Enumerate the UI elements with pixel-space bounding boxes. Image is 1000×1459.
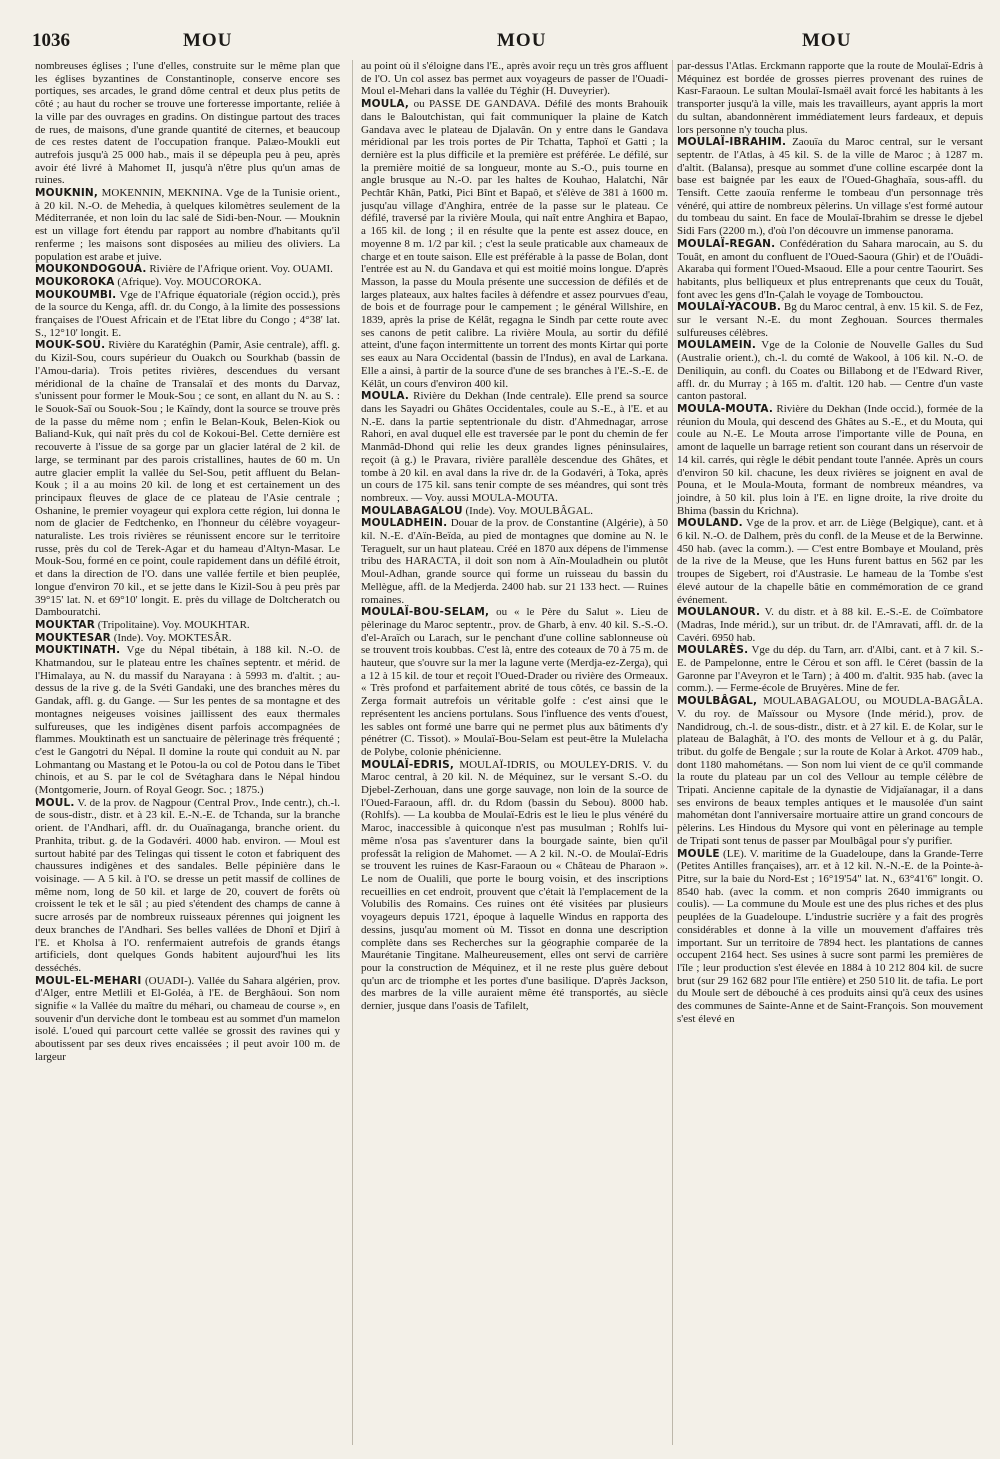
entry-headword: MOUKTAR: [35, 618, 95, 631]
dictionary-entry: [35, 60, 340, 187]
entry-headword: MOULE: [677, 847, 720, 860]
dictionary-entry: [677, 517, 983, 606]
entry-headword: MOUKTINATH.: [35, 644, 121, 657]
dictionary-entry: [361, 759, 668, 1013]
entry-headword: MOULA.: [361, 390, 410, 403]
entry-text: Vge du dép. du Tarn, arr. d'Albi, cant. et à 7 kil. S.-E. de Pampelonne, entre le Cérou et son affl. le Céret (bassin de la Garonne par l'Aveyron et le Tarn) ; à 400 m. d'altit. 935 hab. (avec la comm.). — Ferme-école de Bruyères. Mine de fer.: [677, 644, 983, 695]
entry-headword: MOULBÂGAL,: [677, 695, 758, 708]
entry-headword: MOUL.: [35, 796, 75, 809]
entry-text: MOULABAGALOU, ou MOUDLA-BAGÂLA. V. du roy. de Maïssour ou Mysore (Inde mérid.), prov. de Nandidroug, ch.-l. de sous-distr., distr. et à 27 kil. E. de Kolar, sur le plateau de Balaghât, à l'O. des monts de Vellour et à g. du Palâr, tribut. du golfe de Bengale ; sur la route de Kolar à Arkot. 4709 hab., dont 1180 mahométans. — Son nom lui vient de ce qu'il commande la route du plateau par un col des Vellour au temple célèbre de Tripati. Ancienne capitale de la dynastie de Vidjaïanagar, il a dans ses environs de beaux temples antiques et le mausolée d'un saint mahométan dont l'anniversaire mortuaire attire un grand concours de pèlerins. Les Hindous du Mysore qui vont en pèlerinage au temple de Tripati sont tenus de passer par Moulbâgal pour s'y purifier.: [677, 695, 983, 847]
entry-text: par-dessus l'Atlas. Erckmann rapporte que la route de Moulaï-Edris à Méquinez est bordée de grosses pierres provenant des ruines de Kasr-Faraoun. Le sultan Moulaï-Ismaël avait forcé les habitants à les transporter jusqu'à la ville, mais les travailleurs, ayant appris la mort du sultan, abandonnèrent immédiatement leurs fardeaux, et depuis lors personne n'y toucha plus.: [677, 60, 983, 136]
entry-text: Vge de l'Afrique équatoriale (région occid.), près de la source du Kenga, affl. dr. du Congo, à la limite des possessions françaises de l'Ouest Africain et de l'Etat libre du Congo ; 4°38' lat. S., 12°10' longit. E.: [35, 288, 340, 339]
entry-text: (OUADI-). Vallée du Sahara algérien, prov. d'Alger, entre Metlili et El-Goléa, à l'E. de Berghâoui. Son nom signifie « la Vallée du maître du méhari, ou chameau de course », en souvenir d'un derviche dont le tombeau est au sommet d'un mamelon isolé. L'oued qui parcourt cette vallée se grossit des ravines qui y aboutissent par ses deux rives encaissées ; il peut avoir 100 m. de largeur: [35, 974, 341, 1063]
entry-text: Rivière du Dekhan (Inde occid.), formée de la réunion du Moula, qui descend des Ghâtes au S.-E., et du Mouta, qui coule au N.-E. Le Mouta arrose l'importante ville de Pouna, en amont de laquelle un barrage retient son courant dans un réservoir de 14 kil. carrés, qui règle le débit pendant toute l'année. Après un cours d'environ 50 kil. chacune, les deux rivières se joignent en aval de Pouna, et le Moula-Mouta, formant de nombreux méandres, va joindre, à 50 kil. plus loin à l'E. en ligne droite, la rive droite du Bhima (bassin du Krichna).: [677, 402, 984, 517]
dictionary-entry: [677, 403, 983, 517]
dictionary-entry: [677, 695, 983, 847]
dictionary-entry: [35, 276, 340, 289]
dictionary-entry: [35, 632, 340, 645]
dictionary-entry: [361, 60, 668, 98]
dictionary-entry: [361, 390, 668, 504]
entry-text: au point où il s'éloigne dans l'E., après avoir reçu un très gros affluent de l'O. Un col assez bas permet aux voyageurs de passer de l'Ouadi-Moul el-Mehari dans la vallée du Téghir (H. Duveyrier).: [361, 60, 668, 98]
page-number: 1036: [32, 30, 70, 51]
entry-text: (Tripolitaine). Voy. MOUKHTAR.: [97, 618, 250, 631]
dictionary-entry: [361, 98, 668, 390]
dictionary-entry: [361, 606, 668, 758]
dictionary-entry: [677, 60, 983, 136]
entry-headword: MOUK-SOU.: [35, 339, 106, 352]
entry-headword: MOULAND.: [677, 517, 743, 530]
text-column-1: [35, 60, 340, 1064]
entry-headword: MOULABAGALOU: [361, 504, 463, 517]
entry-text: Vge du Népal tibétain, à 188 kil. N.-O. de Khatmandou, sur le plateau entre les chaînes septentr. et mérid. de l'Himalaya, au N. du massif du Narayana : à 5993 m. d'altit. ; au-dessus de la rive g. de la Svéti Gandaki, une des branches mères du Gandak, affl. g. du Gange. — Sur les pentes de sa montagne et des montagnes neigeuses voisines jaillissent des eaux thermales sulfureuses, que les indigènes disent parfois accompagnées de flammes. Mouktinath est un sanctuaire de pèlerinage très fréquenté ; c'est le Gangotri du Népal. Il domine la route qui conduit au N. par Lohmantang ou Mastang et le Potou-la ou col de Potou dans le Tibet chinois, et au S. par le col de Svétaghara dans le Népal hindou (Montgomerie, Journ. of Royal Geogr. Soc. ; 1875.): [35, 644, 340, 797]
entry-headword: MOULAÏ-YACOUB.: [677, 301, 782, 314]
dictionary-entry: [35, 339, 340, 618]
dictionary-entry: [677, 238, 983, 302]
entry-headword: MOULAÏ-EDRIS,: [361, 758, 455, 771]
entry-text: MOULAÏ-IDRIS, ou MOULEY-DRIS. V. du Maroc central, à 20 kil. N. de Méquinez, sur le versant S.-O. du Djebel-Zerhouan, dans une gorge sauvage, non loin de la source de l'Oued-Faraoun, affl. dr. du Rdom (bassin du Sebou). 8000 hab. (Rohlfs). — La koubba de Moulaï-Edris est le lieu le plus vénéré du Maroc, inaccessible à quiconque n'est pas musulman ; Rohlfs lui-même n'osa pas s'aventurer dans la bourgade sainte, bien qu'il professât la religion de Mahomet. — A 2 kil. N.-O. de Moulaï-Edris se trouvent les ruines de Kasr-Faraoun ou « Château de Pharaon ». Le nom de Oualili, que porte le bourg voisin, et des inscriptions recueillies en cet endroit, prouvent que c'était là l'emplacement de la Volubilis des Romains. Ces ruines ont été visitées par plusieurs voyageurs depuis 1721, époque à laquelle Windus en rapporta des dessins, jusqu'au moment où M. Tissot en donna une description complète dans ses Recherches sur la géographie comparée de la Maurétanie Tingitane. Malheureusement, elles ont servi de carrière pour la construction de Méquinez, et il ne reste plus guère debout qu'un arc de triomphe et les portes d'une basilique. D'après Jackson, des marbres de la ville auraient même été transportés, au siècle dernier, jusque dans l'oasis de Tafilelt,: [361, 758, 669, 1013]
entry-headword: MOUKONDOGOUA.: [35, 263, 147, 276]
entry-text: Douar de la prov. de Constantine (Algérie), à 50 kil. N.-E. d'Aïn-Beïda, au pied de montagnes que domine au N. le Teraguelt, sur un haut plateau. Créé en 1870 aux dépens de l'immense tribu des HARACTA, il doit son nom à Aïn-Mouladhein ou plutôt Moul-Adhan, grande source qui forme un ruisseau du bassin du Mellègue, affl. de la Medjerda. 2400 hab. sur 21 133 hect. — Ruines romaines.: [361, 517, 669, 606]
text-column-2: [361, 60, 668, 1013]
entry-text: (Inde). Voy. MOKTESÂR.: [113, 631, 232, 644]
entry-text: Rivière de l'Afrique orient. Voy. OUAMI.: [149, 263, 333, 276]
running-head-center: MOU: [497, 30, 547, 51]
entry-text: Vge de la Colonie de Nouvelle Galles du Sud (Australie orient.), ch.-l. du comté de Wakool, à 106 kil. N.-O. de Deniliquin, au confl. du Coates ou Billabong et de l'Edward River, affl. dr. du Murray ; à 165 m. d'altit. 120 hab. — Centre d'un vaste canton pastoral.: [677, 339, 983, 403]
dictionary-entry: [35, 187, 340, 263]
column-divider: [672, 60, 673, 1445]
dictionary-entry: [677, 136, 983, 238]
entry-headword: MOUKOROKA: [35, 275, 115, 288]
column-divider: [352, 60, 353, 1445]
dictionary-entry: [677, 301, 983, 339]
dictionary-entry: [677, 644, 983, 695]
entry-headword: MOULA,: [361, 98, 410, 111]
entry-headword: MOULANOUR.: [677, 606, 761, 619]
entry-text: ou PASSE DE GANDAVA. Défilé des monts Brahouik dans le Baloutchistan, qui fait communiquer la plaine de Katch Gandava avec le plateau de Djalavân. On y entre dans le Gandava méridional par les trois portes de Pir Tchatta, Taphoï et Gatti ; la dernière est la plus difficile et la première est préférée. Le défilé, sur la première moitié de sa longueur, monte au S.-O., puis tourne en angle brusque au N.-O. par les haltes de Kouhao, Halatchi, Nâr Pechtâr Khân, Patki, Pici Bînt et Bapaô, et s'élève de 381 à 1600 m. jusqu'au village d'Anghira, entrée de la passe sur le plateau. Ce défilé, traversé par la rivière Moula, qui naît entre Anghira et Bapao, a 165 kil. de long ; il en résulte que la pente est assez douce, en moyenne 8 m. 1/2 par kil. ; c'est la seule praticable aux chameaux de charge et en toute saison. Elle est préférable à la passe de Bolan, dont l'entrée est au N. du Gandava et qui est moitié moins longue. D'après Masson, la passe du Moula présente une succession de défilés et de larges plateaux, aux haltes faciles à défendre et assez pourvues d'eau, de bois et de fourrage pour le campement ; le général Willshire, en 1839, après la prise de Kélât, regagna le Sindh par cette route avec ses canons de petit calibre. La rivière Moula, au sortir du défilé atteint, d'une façon intermittente un torrent des monts Kirtar qui porte ses eaux au Nara Occidental (bassin de l'Indus), en aval de Larkana. Elle a ainsi, à partir de la source d'une de ses branches à l'E.-S.-E. de Kélât, un cours d'environ 400 kil.: [361, 98, 669, 390]
text-column-3: [677, 60, 983, 1025]
entry-headword: MOULARÈS.: [677, 644, 749, 657]
entry-headword: MOULAÏ-IBRAHIM.: [677, 136, 787, 149]
entry-text: Rivière du Karatéghin (Pamir, Asie centrale), affl. g. du Kizil-Sou, cours supérieur du Ouakch ou Sourkhab (bassin de l'Amou-daria). Trois petites rivières, descendues du versant méridional de la chaîne de Transalaï et des monts du Darvaz, s'unissent pour former le Mouk-Sou ; ce sont, en allant du N. au S. : le Souok-Saï ou Souok-Sou ; le Kaïndy, dont la source se trouve près de la passe du même nom ; enfin le Belan-Kouk, Belen-Kiok ou Baliand-Kuk, qui naît près du col de Kokoui-Bel. Cette dernière est recouverte à l'issue de sa gorge par un glacier latéral de 2 kil. de large, se terminant par des parois cristallines, hautes de 60 m. Un autre glacier emplit la vallée du Sel-Sou, petit affluent du Belan-Kouk ; il a au moins 20 kil. de long et est certainement un des principaux fleuves de glace de ce plateau de l'Asie centrale ; Oshanine, le premier voyageur qui explora cette région, lui donna le nom de glacier de Fedtchenko, en l'honneur du célèbre voyageur-naturaliste. Les trois rivières se réunissent encore sur le territoire russe, près du col de Terek-Agar et du hameau d'Altyn-Masar. Le Mouk-Sou, formé en ce point, coule rapidement dans un défilé étroit, et dans la direction de l'O. dans une vallée fertile et bien peuplée, longue d'environ 70 kil., et se jette dans le Kizil-Sou à peu près par 39°15' lat. N. et 69°10' longit. E. près du village de Doltcheratch ou Dambouratchi.: [35, 339, 340, 619]
running-head-right: MOU: [802, 30, 852, 51]
entry-text: (Inde). Voy. MOULBÂGAL.: [465, 504, 594, 517]
entry-text: V. de la prov. de Nagpour (Central Prov., Inde centr.), ch.-l. de sous-distr., distr. et à 23 kil. E.-N.-E. de Tchanda, sur la branche orient. de l'Andhari, affl. dr. du Ouaïnaganga, branche orient. du Pranhita, tribut. g. de la Godavéri. 4000 hab. environ. — Moul est surtout habité par des Telingas qui tissent le coton et fabriquent des chaussures indigènes et des sandales. Belle pépinière dans le voisinage. — A 5 kil. à l'O. se dresse un petit massif de collines de même nom, long de 50 kil. et large de 20, couvert de forêts où croissent le tek et le sâl ; au pied s'étendent des champs de canne à sucre arrosés par de nombreux ruisseaux pérennes qui joignent les deux branches de l'Andhari. Ses belles vallées de Dhonî et Djirî à l'E. et Kholsa à l'O. renfermaient autrefois de grands étangs artificiels, dont quelques Gonds habitent aujourd'hui les lits desséchés.: [35, 796, 340, 974]
entry-headword: MOUKTESAR: [35, 631, 111, 644]
entry-text: Rivière du Dekhan (Inde centrale). Elle prend sa source dans les Sayadri ou Ghâtes Occidentales, coule au S.-E., à l'E. et au N.-E. dans la partie septentrionale du distr. d'Ahmednagar, arrose Rahori, en aval duquel elle est traversée par le pont du chemin de fer Manmâd-Dhond qui relie les deux grandes lignes péninsulaires, reçoit (à g.) le Pravara, rivière parallèle descendue des Ghâtes, et tombe à 20 kil. en aval dans la rive dr. de la Godavéri, à Toka, après un cours de 175 kil. sans tenir compte de ses méandres, qui sont très nombreux. — Voy. aussi MOULA-MOUTA.: [361, 390, 668, 504]
entry-headword: MOULAÏ-REGAN.: [677, 237, 776, 250]
dictionary-entry: [35, 289, 340, 340]
dictionary-entry: [677, 848, 983, 1026]
entry-headword: MOUKOUMBI.: [35, 288, 117, 301]
entry-text: (Afrique). Voy. MOUCOROKA.: [117, 275, 262, 288]
page-header: [0, 0, 1000, 50]
entry-text: V. du distr. et à 88 kil. E.-S.-E. de Coïmbatore (Madras, Inde mérid.), sur un tribut. dr. de l'Amravati, affl. dr. de la Cavéri. 6950 hab.: [677, 606, 983, 644]
dictionary-entry: [677, 339, 983, 403]
entry-text: ou « le Père du Salut ». Lieu de pèlerinage du Maroc septentr., prov. de Gharb, à env. 40 kil. S.-S.-O. d'el-Araïch ou Larach, sur le penchant d'une colline sablonneuse où se trouvent trois koubbas. C'est là, entre des coteaux de 70 à 75 m. de hauteur, que s'ouvre sur la mer la lagune verte (Merdja-ez-Zerga), qui a 12 à 15 kil. de tour et reçoit l'Oued-Drader ou rivière des Ormeaux. « Très profond et parfaitement abrité de tous côtés, ce bassin de la Zerga formait autrefois un véritable golfe : c'est ainsi que le représentent les anciens portulans. Sous l'influence des vents d'ouest, les sables ont formé une barre qui ne permet plus aux bâtiments d'y pénétrer (C. Tissot). » Moulaï-Bou-Selam est peut-être la Mulelacha de Polybe, colonie phénicienne.: [361, 606, 668, 758]
entry-headword: MOULAMEIN.: [677, 339, 757, 352]
entry-headword: MOUKNIN,: [35, 187, 99, 200]
entry-text: (LE). V. maritime de la Guadeloupe, dans la Grande-Terre (Petites Antilles françaises), arr. et à 12 kil. N.-N.-E. de la Pointe-à-Pitre, sur la baie du Nord-Est ; 16°19'54" lat. N., 63°41'6" longit. O. 8540 hab. (avec la comm. et non compris 2640 immigrants ou coulis). — La commune du Moule est une des plus riches et des plus peuplées de la Guadeloupe. L'industrie sucrière y a fait des progrès considérables et donne à la ville un mouvement d'affaires très important. Sur un territoire de 7894 hect. les plantations de cannes occupent 2164 hect. Ses usines à sucre sont parmi les premières de l'île ; leur production s'est élevée en 1884 à 10 212 804 kil. de sucre brut (sur 29 162 682 pour l'île entière) et 250 510 lit. de tafia. Le port du Moule sert de débouché à ces produits ainsi qu'à ceux des usines des communes de Sainte-Anne et de Saint-François. Son mouvement s'est élevé en: [677, 847, 983, 1025]
entry-headword: MOULADHEIN.: [361, 517, 448, 530]
entry-text: MOKENNIN, MEKNINA. Vge de la Tunisie orient., à 20 kil. N.-O. de Mehedia, à quelques kilomètres seulement de la Méditerranée, et non loin du lac salé de Sidi-ben-Nour. — Mouknin est un village fort étendu par rapport au nombre d'habitants qu'il renferme ; les maisons sont disposées au milieu des oliviers. La population est arabe et juive.: [35, 187, 341, 263]
dictionary-entry: [35, 975, 340, 1064]
entry-text: Confédération du Sahara marocain, au S. du Touât, en amont du confluent de l'Oued-Saoura (Ghir) et de l'Ouâdi-Akaraba qui forment l'Oued-Msaoud. Elle a pour centre Taourirt. Ses habitants, plus belliqueux et plus entreprenants que ceux du Touât, font avec les gens d'In-Çalah le voyage de Tombouctou.: [677, 237, 983, 301]
entry-headword: MOUL-EL-MEHARI: [35, 974, 142, 987]
dictionary-entry: [35, 797, 340, 975]
dictionary-entry: [35, 619, 340, 632]
entry-headword: MOULA-MOUTA.: [677, 402, 774, 415]
dictionary-entry: [361, 517, 668, 606]
entry-text: nombreuses églises ; l'une d'elles, construite sur le même plan que les églises byzantines de Constantinople, conserve encore ses portiques, ses arcades, le grand dôme central et deux plus petits de côté ; au haut du rocher se trouve une forteresse importante, reliée à la ville par des ouvrages en gradins. On distingue partout des traces de rues, de maisons, d'une grande quantité de citernes, et beaucoup de ces restes datent de l'occupation franque. Palæo-Moukli eut autrefois jusqu'à 25 000 hab., mais il se dépeupla peu à peu, après avoir été livré à Mahomet II, jusqu'à n'être plus qu'un amas de ruines.: [35, 60, 340, 187]
entry-text: Bg du Maroc central, à env. 15 kil. S. de Fez, sur le versant N.-E. du mont Zeghouan. Sources thermales sulfureuses célèbres.: [677, 301, 984, 339]
entry-headword: MOULAÏ-BOU-SELAM,: [361, 606, 490, 619]
dictionary-entry: [35, 644, 340, 796]
entry-text: Zaouïa du Maroc central, sur le versant septentr. de l'Atlas, à 45 kil. S. de la ville de Maroc ; à 1287 m. d'altit. (Balansa), presque au sommet d'une colline escarpée dont la base est baignée par les eaux de l'Oued-Ghaghaïa, sous-affl. du Tensift. Cette zaouïa renferme le tombeau d'un personnage très vénéré, qui attire de nombreux pèlerins. Un village s'est formé autour du tombeau du saint. En face de Moulaï-Ibrahim se dresse le djebel Sidi Fars (2200 m.), d'où l'on découvre un immense panorama.: [677, 136, 983, 238]
running-head-left: MOU: [183, 30, 233, 51]
dictionary-entry: [361, 505, 668, 518]
dictionary-entry: [35, 263, 340, 276]
entry-text: Vge de la prov. et arr. de Liège (Belgique), cant. et à 6 kil. N.-O. de Dalhem, près du confl. de la Meuse et de la Berwinne. 450 hab. (avec la comm.). — C'est entre Bombaye et Mouland, près de la rive de la Meuse, que les Huns furent battus en 562 par les troupes de Sigebert, roi d'Austrasie. Le hameau de la Tombe s'est élevé autour de la chapelle bâtie en commémoration de ce grand événement.: [677, 517, 983, 606]
dictionary-entry: [677, 606, 983, 644]
